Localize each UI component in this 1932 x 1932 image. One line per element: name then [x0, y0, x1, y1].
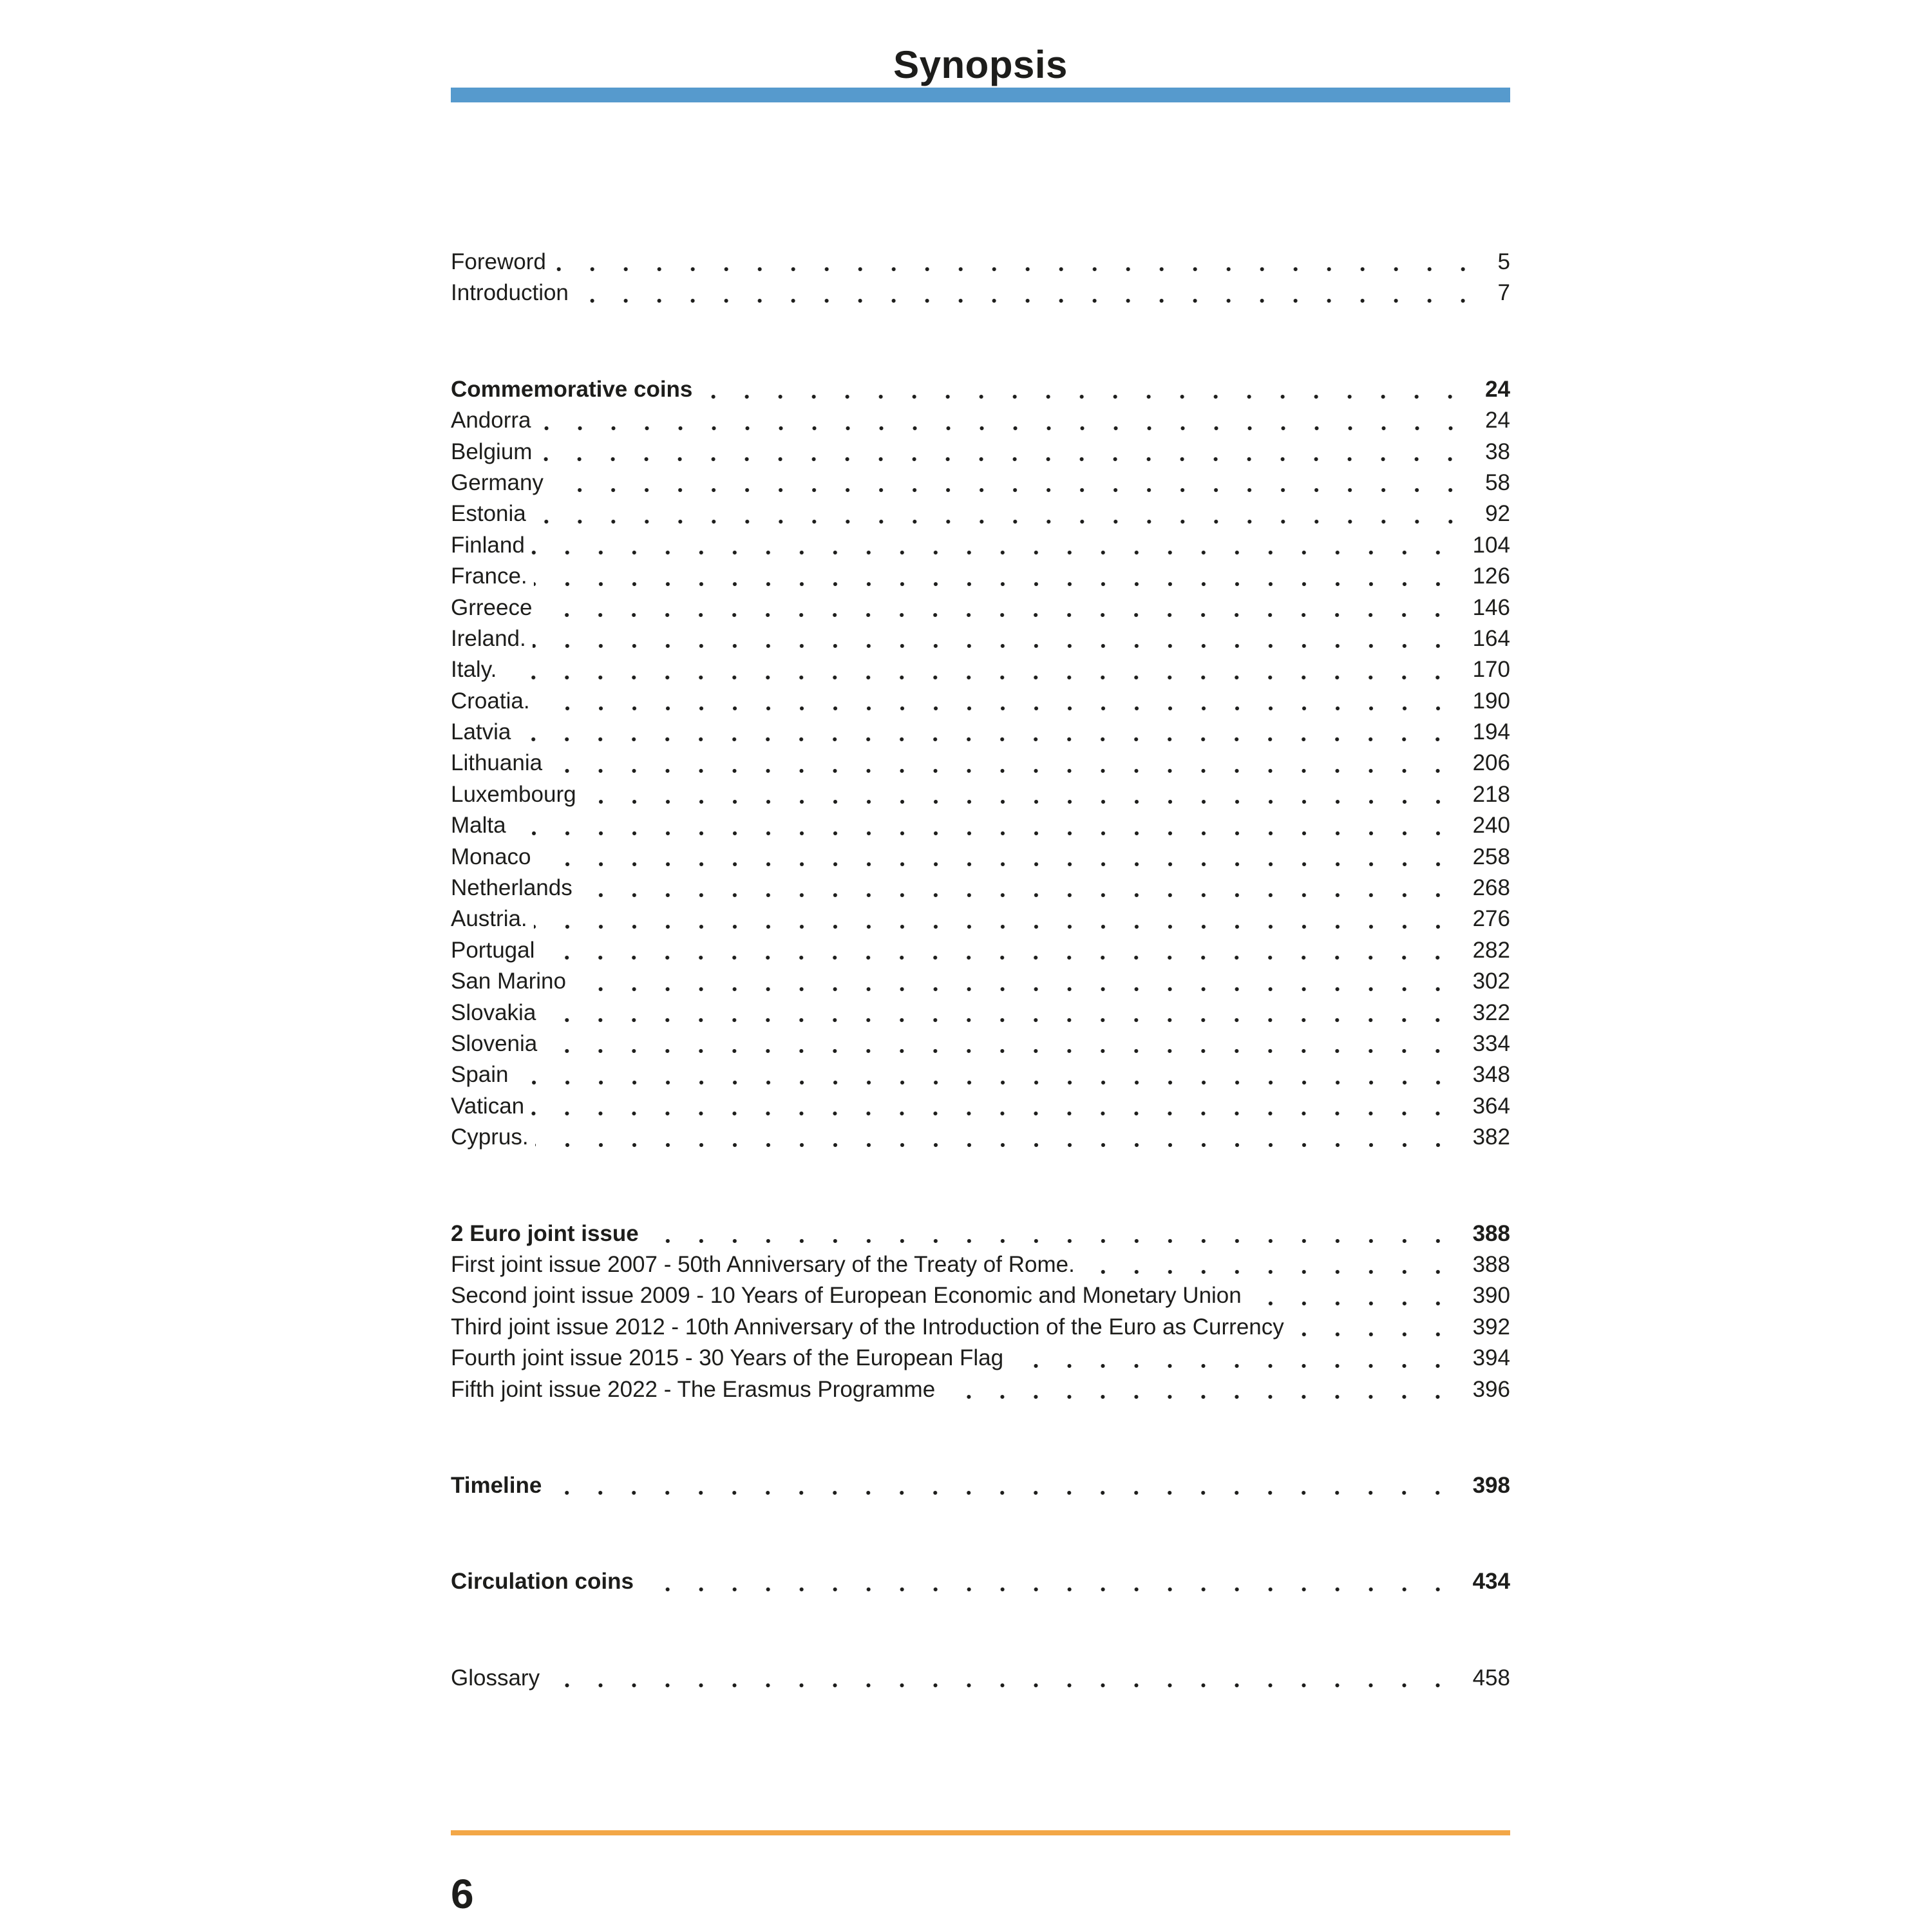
dot-leader: [1291, 1312, 1457, 1343]
toc-entry-label: Croatia.: [451, 688, 530, 714]
toc-entry-label: Portugal: [451, 937, 535, 963]
toc-entry-label: Circulation coins: [451, 1569, 634, 1595]
toc-entry-page: 388: [1472, 1220, 1510, 1246]
toc-entry: [451, 842, 1510, 873]
toc-entry-label: Germany: [451, 469, 544, 495]
toc-entry-page: 24: [1485, 376, 1510, 402]
toc-entry-label: 2 Euro joint issue: [451, 1220, 639, 1246]
dot-leader: [645, 1218, 1457, 1249]
toc-group-commemorative-coins: [451, 374, 1510, 1153]
toc-entry-page: 104: [1472, 532, 1510, 558]
toc-entry-page: 92: [1485, 501, 1510, 527]
toc-entry-label: Fourth joint issue 2015 - 30 Years of the European Flag: [451, 1345, 1004, 1371]
dot-leader: [533, 623, 1457, 654]
toc-entry: [451, 1566, 1510, 1597]
dot-leader: [553, 247, 1482, 278]
dot-leader: [541, 935, 1457, 966]
toc-entry-label: Malta: [451, 813, 506, 838]
toc-entry: [451, 779, 1510, 810]
toc-entry-page: 146: [1472, 594, 1510, 620]
toc-group-timeline: [451, 1470, 1510, 1501]
toc-entry-label: Glossary: [451, 1665, 540, 1690]
toc-entry-label: Timeline: [451, 1472, 542, 1498]
toc-group-two-euro-joint-issue: [451, 1218, 1510, 1405]
toc-entry: [451, 686, 1510, 717]
toc-entry: [451, 1091, 1510, 1122]
toc-entry-page: 348: [1472, 1062, 1510, 1088]
dot-leader: [534, 561, 1457, 592]
toc-entry-page: 38: [1485, 439, 1510, 464]
toc-entry-label: Belgium: [451, 439, 533, 464]
dot-leader: [1010, 1343, 1457, 1374]
header-divider-bar: [451, 88, 1510, 102]
toc-entry: [451, 498, 1510, 529]
toc-entry-page: 282: [1472, 937, 1510, 963]
dot-leader: [573, 966, 1457, 997]
dot-leader: [640, 1566, 1457, 1597]
toc-entry: [451, 1122, 1510, 1153]
toc-entry-label: Fifth joint issue 2022 - The Erasmus Programme: [451, 1376, 936, 1402]
dot-leader: [1081, 1249, 1457, 1280]
toc-entry-page: 268: [1472, 875, 1510, 901]
toc-entry: [451, 1470, 1510, 1501]
dot-leader: [531, 1091, 1457, 1122]
dot-leader: [549, 748, 1457, 779]
dot-leader: [546, 1663, 1457, 1694]
toc-entry-label: Latvia: [451, 719, 511, 745]
toc-entry: [451, 873, 1510, 904]
toc-entry: [451, 405, 1510, 436]
toc-entry-page: 164: [1472, 625, 1510, 651]
toc-entry-label: Foreword: [451, 249, 546, 274]
dot-leader: [538, 592, 1457, 623]
dot-leader: [531, 530, 1457, 561]
toc-entry-page: 398: [1472, 1472, 1510, 1498]
toc-entry-label: San Marino: [451, 969, 566, 994]
toc-entry: [451, 1218, 1510, 1249]
dot-leader: [533, 498, 1470, 529]
toc-entry-page: 24: [1485, 408, 1510, 433]
toc-entry: [451, 1249, 1510, 1280]
dot-leader: [503, 654, 1457, 685]
toc-entry-label: First joint issue 2007 - 50th Anniversary of the Treaty of Rome.: [451, 1251, 1075, 1277]
page-title: Synopsis: [893, 43, 1068, 86]
toc-entry-page: 334: [1472, 1030, 1510, 1056]
toc-entry-label: Austria.: [451, 906, 527, 932]
toc-entry: [451, 1028, 1510, 1059]
dot-leader: [583, 779, 1457, 810]
dot-leader: [534, 904, 1457, 934]
toc-entry-page: 170: [1472, 657, 1510, 683]
toc-entry-label: Lithuania: [451, 750, 543, 776]
toc-entry-page: 434: [1472, 1569, 1510, 1595]
toc-entry-page: 276: [1472, 906, 1510, 932]
dot-leader: [542, 998, 1457, 1028]
toc-entry-page: 7: [1497, 280, 1510, 306]
toc-entry: [451, 592, 1510, 623]
toc-entry-page: 258: [1472, 844, 1510, 869]
toc-group-glossary: [451, 1663, 1510, 1694]
toc-entry-page: 58: [1485, 469, 1510, 495]
toc-entry-page: 322: [1472, 999, 1510, 1025]
toc-entry-label: Cyprus.: [451, 1124, 529, 1150]
toc-entry-page: 206: [1472, 750, 1510, 776]
toc-entry: [451, 810, 1510, 841]
toc-entry: [451, 374, 1510, 405]
toc-entry-label: Luxembourg: [451, 781, 576, 807]
table-of-contents: [451, 247, 1510, 1694]
toc-entry-label: Third joint issue 2012 - 10th Anniversary of the Introduction of the Euro as Currency: [451, 1314, 1284, 1340]
dot-leader: [538, 405, 1470, 436]
toc-entry-page: 382: [1472, 1124, 1510, 1150]
toc-entry-label: France.: [451, 564, 527, 589]
dot-leader: [1248, 1280, 1457, 1311]
toc-entry-label: Commemorative coins: [451, 376, 693, 402]
dot-leader: [515, 1059, 1457, 1090]
toc-entry: [451, 654, 1510, 685]
toc-entry-page: 396: [1472, 1376, 1510, 1402]
toc-entry: [451, 437, 1510, 468]
dot-leader: [535, 1122, 1457, 1153]
toc-entry: [451, 530, 1510, 561]
toc-entry-page: 364: [1472, 1093, 1510, 1119]
page-number-folio: 6: [451, 1871, 474, 1917]
toc-entry-label: Andorra: [451, 408, 531, 433]
toc-entry: [451, 247, 1510, 278]
toc-entry-page: 190: [1472, 688, 1510, 714]
toc-entry-label: Estonia: [451, 501, 526, 527]
toc-entry: [451, 468, 1510, 498]
toc-entry-label: Netherlands: [451, 875, 573, 901]
dot-leader: [513, 810, 1457, 841]
toc-entry-label: Italy.: [451, 657, 497, 683]
toc-entry-page: 388: [1472, 1251, 1510, 1277]
dot-leader: [575, 278, 1482, 308]
toc-entry-label: Finland: [451, 532, 525, 558]
dot-leader: [579, 873, 1457, 904]
toc-entry-label: Spain: [451, 1062, 509, 1088]
toc-entry: [451, 1059, 1510, 1090]
toc-entry: [451, 278, 1510, 308]
toc-entry: [451, 717, 1510, 748]
dot-leader: [538, 842, 1457, 873]
dot-leader: [942, 1374, 1457, 1405]
toc-entry: [451, 1312, 1510, 1343]
toc-entry: [451, 1663, 1510, 1694]
toc-entry-label: Second joint issue 2009 - 10 Years of European Economic and Monetary Union: [451, 1283, 1242, 1309]
dot-leader: [550, 468, 1470, 498]
toc-entry-page: 394: [1472, 1345, 1510, 1371]
toc-entry-page: 302: [1472, 969, 1510, 994]
toc-entry-label: Monaco: [451, 844, 531, 869]
toc-entry-page: 5: [1497, 249, 1510, 274]
toc-entry-page: 458: [1472, 1665, 1510, 1690]
toc-entry: [451, 1280, 1510, 1311]
toc-entry-label: Vatican: [451, 1093, 525, 1119]
toc-entry-page: 390: [1472, 1283, 1510, 1309]
toc-entry: [451, 748, 1510, 779]
toc-entry-page: 392: [1472, 1314, 1510, 1340]
toc-group-circulation-coins: [451, 1566, 1510, 1597]
toc-entry: [451, 998, 1510, 1028]
footer-divider-bar: [451, 1830, 1510, 1835]
toc-entry-page: 126: [1472, 564, 1510, 589]
toc-entry: [451, 966, 1510, 997]
toc-entry: [451, 904, 1510, 934]
dot-leader: [517, 717, 1457, 748]
toc-entry: [451, 561, 1510, 592]
toc-entry: [451, 1374, 1510, 1405]
toc-entry-page: 218: [1472, 781, 1510, 807]
toc-entry: [451, 623, 1510, 654]
toc-entry-label: Ireland.: [451, 625, 526, 651]
toc-entry-page: 240: [1472, 813, 1510, 838]
dot-leader: [536, 686, 1457, 717]
toc-entry: [451, 1343, 1510, 1374]
toc-entry-label: Slovenia: [451, 1030, 538, 1056]
dot-leader: [699, 374, 1470, 405]
dot-leader: [548, 1470, 1457, 1501]
dot-leader: [538, 437, 1470, 468]
toc-entry: [451, 935, 1510, 966]
toc-entry-label: Grreece: [451, 594, 533, 620]
toc-entry-label: Introduction: [451, 280, 569, 306]
dot-leader: [544, 1028, 1457, 1059]
toc-entry-label: Slovakia: [451, 999, 536, 1025]
toc-group-front-matter: [451, 247, 1510, 309]
toc-entry-page: 194: [1472, 719, 1510, 745]
